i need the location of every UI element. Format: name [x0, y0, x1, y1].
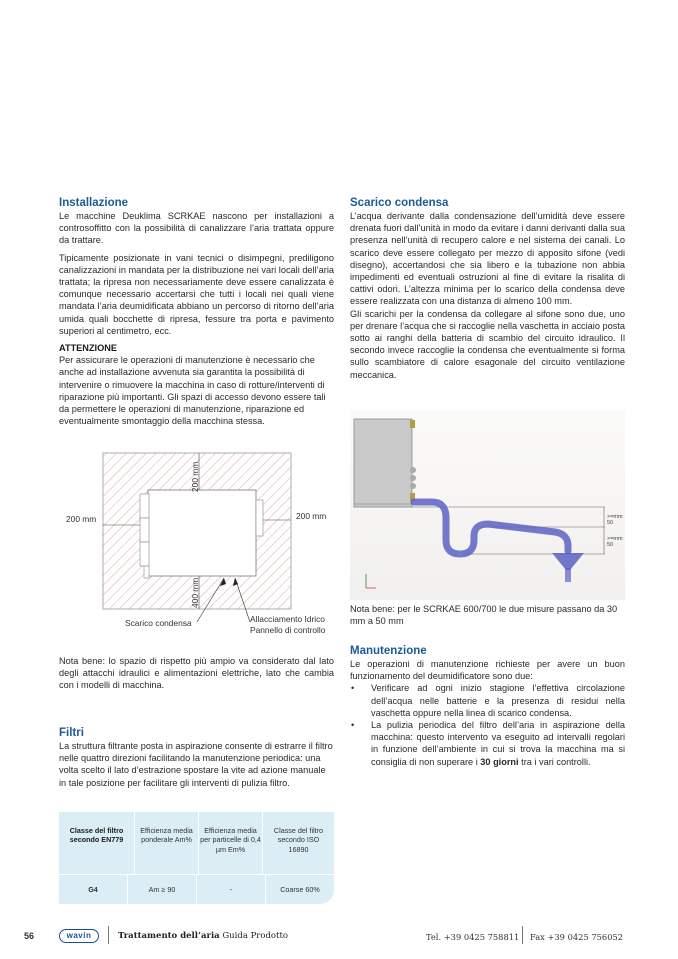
scarico-paragraph-1: L’acqua derivante dalla condensazione dell’umidità deve essere drenata fuori dall’unità in modo da evitare i danni derivanti dalla sua presenza nell’unità di recupero calore e nel sistema dei canali. Lo scarico deve essere collegato per mezzo di apposito sifone (vedi disegno), accertandosi che sia libero e la tubazione non abbia impedimenti ed eventuali ostruzioni al fine di evitare la risalita di cattivi odori. L’altezza minima per lo scarico della condensa deve essere realizzata con una distanza di almeno 100 mm. — [350, 211, 625, 307]
filtri-paragraph: La struttura filtrante posta in aspirazione consente di estrarre il filtro nelle quattro direzioni facilitando la manutenzione periodica: una volta scelto il lato d’estrazione spostare la vite ad azione manuale in tale posizione per facilitare gli interventi di pulizia filtro. — [59, 741, 333, 788]
control-panel-label: Pannello di controllo — [250, 625, 326, 635]
siphon-drawing — [350, 410, 625, 600]
footer-divider — [522, 926, 523, 944]
scarico-paragraph-2: Gli scarichi per la condensa da collegare al sifone sono due, uno per drenare l’acqua che si raccoglie nella vaschetta in acciaio posta sotto ai ranghi della batteria di scambio del circuito idraulico. Il secondo invece raccoglie la condensa che eventualmente si forma sullo scambiatore di calore esagonale del circuito ventilazione meccanica. — [350, 308, 625, 380]
scarico-section — [350, 197, 625, 381]
scarico-heading: Scarico condensa — [350, 197, 449, 209]
table-cell: G4 — [88, 885, 98, 894]
list-item — [350, 682, 625, 719]
footer-title-regular: Guida Prodotto — [219, 931, 288, 941]
manutenzione-list — [350, 682, 625, 767]
nota-left-text: Nota bene: lo spazio di rispetto più ampio va considerato dal lato degli attacchi idraulici e alimentazioni elettriche, lato che cambia con i modelli di macchina. — [59, 656, 334, 691]
table-header-row — [59, 812, 334, 874]
attenzione-paragraph: Per assicurare le operazioni di manutenzione è necessario che anche ad installazione avvenuta sia garantita la possibilità di intervenire o rimuovere la macchina in caso di rotture/interventi di riparazione più importanti. Gli spazi di accesso devono essere tali da permettere le operazioni di manutenzione, riparazione ed eventualmente smontaggio della macchina stessa. — [59, 355, 326, 427]
water-connection-label: Allacciamento Idrico — [250, 614, 325, 624]
filtri-section — [59, 727, 334, 789]
drain-label: Scarico condensa — [125, 618, 192, 628]
table-cell: Am ≥ 90 — [127, 875, 196, 905]
manutenzione-section — [350, 645, 625, 768]
manutenzione-intro: Le operazioni di manutenzione richieste per avere un buon funzionamento del deumidificatore sono due: — [350, 659, 625, 682]
footer-divider — [108, 926, 109, 944]
installazione-paragraph-1: Le macchine Deuklima SCRKAE nascono per installazioni a controsoffitto con la possibilità di canalizzare l’aria trattata oppure da trattare. — [59, 211, 334, 246]
table-header-cell: Classe del filtro secondo ISO 16890 — [262, 812, 334, 874]
manutenzione-heading: Manutenzione — [350, 645, 427, 657]
footer-fax: Fax +39 0425 756052 — [530, 932, 624, 942]
clearance-drawing — [60, 450, 340, 635]
siphon-dimension-1: >=mm 50 — [607, 514, 623, 526]
table-cell: Coarse 60% — [265, 875, 334, 905]
table-header-cell: Classe del filtro secondo EN779 — [69, 826, 124, 845]
installazione-paragraph-2: Tipicamente posizionate in vani tecnici o disimpegni, prediligono canalizzazioni in mandata per la distribuzione nei vari locali dell’aria trattata; la ripresa non necessariamente deve essere canalizzata è comunque necessario accertarsi che tutti i locali nei quali viene mandata l’aria deumidificata abbiano un percorso di ritorno dell’aria umida quali bocchette di ripresa, fessure tra porta e pavimento superiori al centimetro, ecc. — [59, 252, 334, 336]
nota-left — [59, 655, 334, 692]
siphon-dimension-2: >=mm 50 — [607, 536, 623, 548]
bottom-clearance-label: 400 mm — [190, 577, 200, 608]
attenzione-heading: ATTENZIONE — [59, 343, 118, 354]
list-item — [350, 719, 625, 768]
list-item-text: La pulizia periodica del filtro dell’aria in aspirazione della macchina: questo intervento va eseguito ad intervalli regolari in funzione dell’ambiente in cui si trova la macchina ma si consiglia di non superare i — [371, 720, 625, 767]
footer-title-bold: Trattamento dell’aria — [118, 931, 220, 941]
left-clearance-label: 200 mm — [66, 514, 97, 524]
table-row — [59, 874, 334, 905]
installazione-heading: Installazione — [59, 197, 129, 209]
page-footer — [0, 926, 678, 948]
table-header-cell: Efficienza media ponderale Am% — [134, 812, 198, 874]
nota-right — [350, 603, 625, 627]
footer-phone: Tel. +39 0425 758811 — [426, 932, 520, 942]
footer-title — [118, 931, 288, 941]
filtri-heading: Filtri — [59, 727, 84, 739]
installazione-section — [59, 197, 334, 427]
highlight-text: 30 giorni — [480, 756, 519, 767]
table-cell: - — [196, 875, 265, 905]
filter-table — [59, 812, 334, 904]
clearance-diagram — [60, 450, 340, 635]
list-item-text: tra i vari controlli. — [518, 756, 591, 767]
page-number: 56 — [24, 931, 35, 941]
siphon-diagram — [350, 410, 625, 600]
table-header-cell: Efficienza media per particelle di 0,4 µm Em% — [198, 812, 262, 874]
right-clearance-label: 200 mm — [296, 511, 327, 521]
nota-right-text: Nota bene: per le SCRKAE 600/700 le due misure passano da 30 mm a 50 mm — [350, 604, 618, 627]
list-item-text: Verificare ad ogni inizio stagione l’effettiva circolazione dell’acqua nelle batterie e la presenza di residui nella vaschetta oppure nella linea di scarico condensa. — [371, 683, 625, 718]
top-clearance-label: 200 mm — [190, 461, 200, 492]
wavin-logo: wavin — [59, 929, 99, 943]
